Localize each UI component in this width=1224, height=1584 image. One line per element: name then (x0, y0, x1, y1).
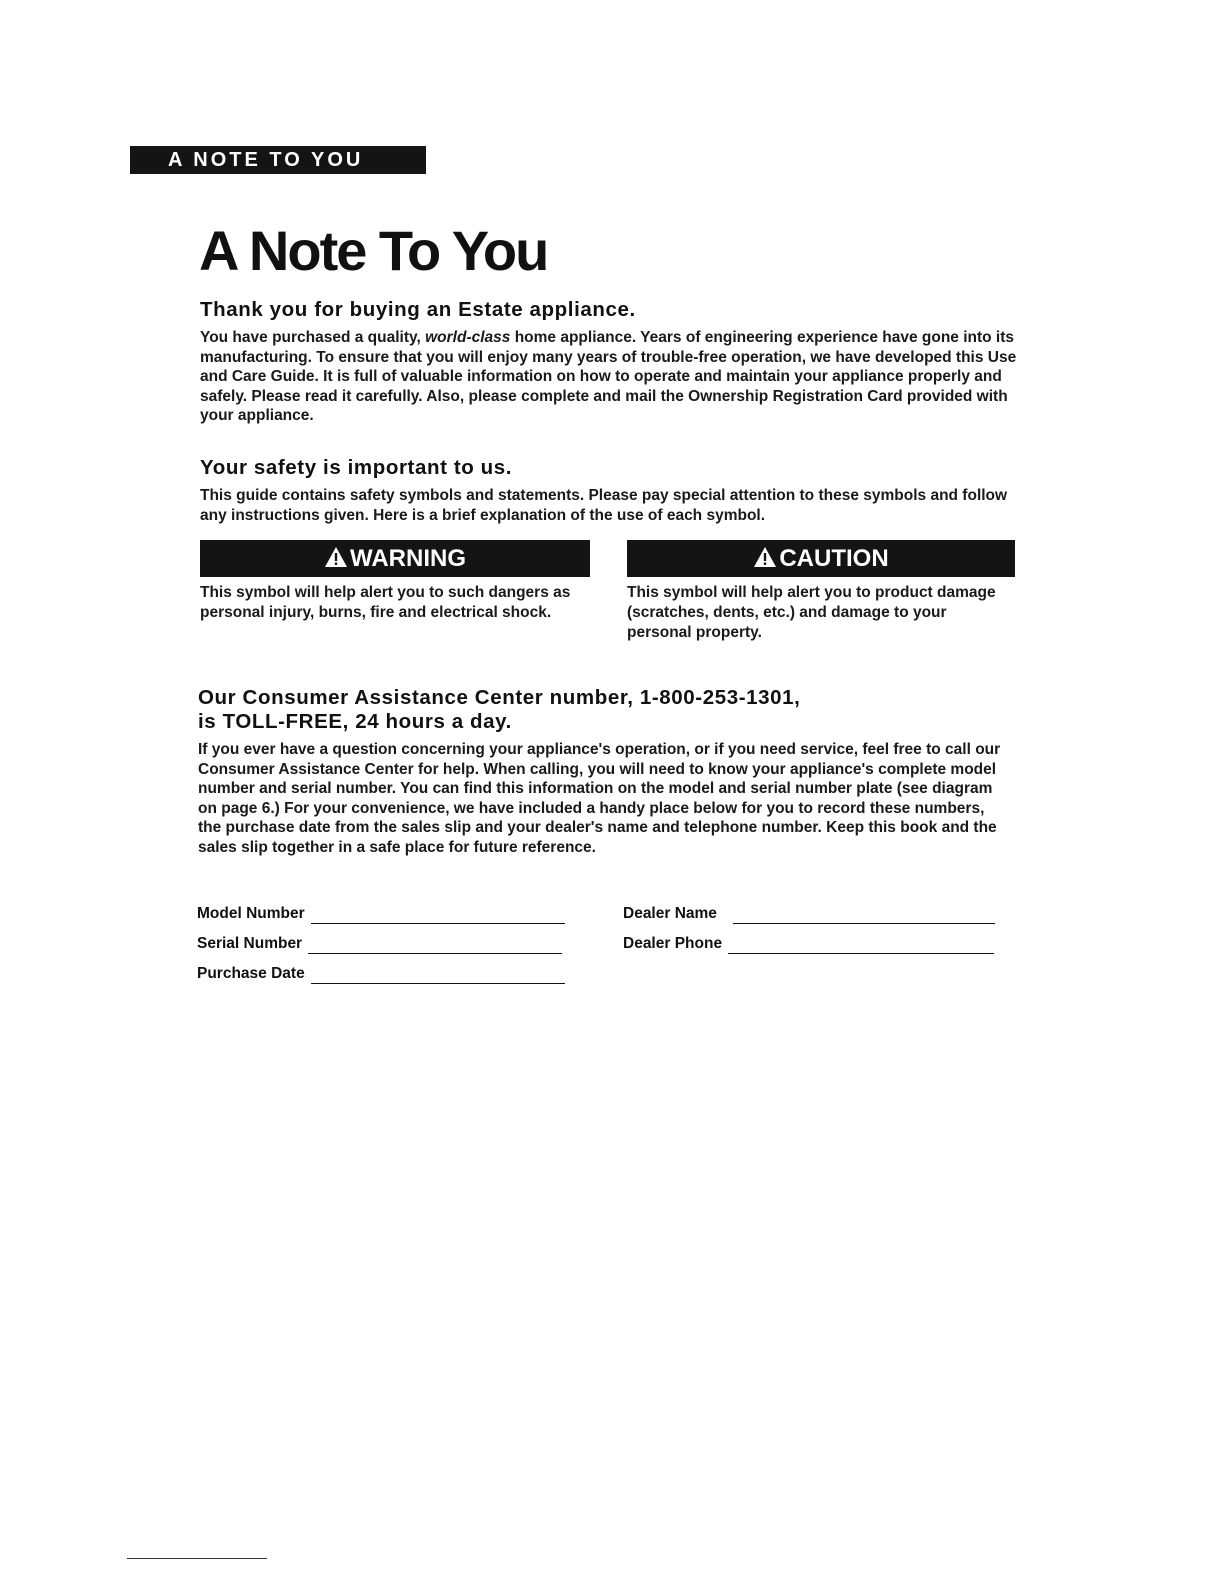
warning-block (200, 540, 590, 623)
safety-heading: Your safety is important to us. (200, 456, 513, 479)
safety-paragraph: This guide contains safety symbols and statements. Please pay special attention to these symbols and follow any instructions given. Here is a brief explanation of the use of each symbol. (200, 487, 1008, 524)
warning-text: This symbol will help alert you to such dangers as personal injury, burns, fire and electrical shock. (200, 584, 571, 621)
record-fields-left (197, 894, 565, 984)
dealer-phone-row (623, 924, 995, 954)
purchase-date-row (197, 954, 565, 984)
warning-triangle-icon (324, 546, 348, 568)
caution-block (627, 540, 1015, 643)
model-number-row (197, 894, 565, 924)
page-title: A Note To You (199, 219, 548, 282)
section-tab: A NOTE TO YOU (130, 146, 426, 174)
model-number-label: Model Number (197, 905, 305, 922)
footer-rule (127, 1558, 267, 1559)
dealer-name-label: Dealer Name (623, 905, 717, 922)
thanks-text-emphasis: world-class (425, 329, 511, 346)
serial-number-field[interactable] (308, 935, 562, 954)
thanks-section (200, 298, 1030, 426)
assistance-section (198, 686, 1008, 857)
thanks-text-end: home appliance. Years of engineering experience have gone into its manufacturing. To ensure that you will enjoy many years of trouble-free operation, we have developed this Use and Care Guide. It is full of valuable information on how to operate and maintain your appliance properly and safely. Please read it carefully. Also, please complete and mail the Ownership Registration Card provided with your appliance. (200, 329, 1017, 424)
caution-label: CAUTION (779, 545, 889, 572)
assistance-paragraph: If you ever have a question concerning your appliance's operation, or if you need service, feel free to call our Consumer Assistance Center for help. When calling, you will need to know your appliance's complete model number and serial number. You can find this information on the model and serial number plate (see diagram on page 6.) For your convenience, we have included a handy place below for you to record these numbers, the purchase date from the sales slip and your dealer's name and telephone number. Keep this book and the sales slip together in a safe place for future reference. (198, 741, 1001, 856)
record-fields-right (623, 894, 995, 954)
model-number-field[interactable] (311, 905, 565, 924)
purchase-date-field[interactable] (311, 965, 565, 984)
assistance-heading-line1: Our Consumer Assistance Center number, 1-800-253-1301, (198, 686, 801, 709)
caution-bar (627, 540, 1015, 577)
warning-label: WARNING (350, 545, 466, 572)
warning-bar (200, 540, 590, 577)
serial-number-label: Serial Number (197, 935, 303, 952)
dealer-name-field[interactable] (733, 905, 995, 924)
dealer-phone-label: Dealer Phone (623, 935, 723, 952)
thanks-paragraph (200, 328, 1030, 426)
assistance-heading-line2: is TOLL-FREE, 24 hours a day. (198, 710, 512, 733)
safety-section (200, 456, 1030, 525)
serial-number-row (197, 924, 565, 954)
dealer-name-row (623, 894, 995, 924)
thanks-text-start: You have purchased a quality, (200, 329, 426, 346)
caution-text: This symbol will help alert you to product damage (scratches, dents, etc.) and damage to your personal property. (627, 584, 996, 641)
dealer-phone-field[interactable] (728, 935, 994, 954)
caution-triangle-icon (753, 546, 777, 568)
purchase-date-label: Purchase Date (197, 965, 305, 982)
thanks-heading: Thank you for buying an Estate appliance. (200, 298, 636, 321)
